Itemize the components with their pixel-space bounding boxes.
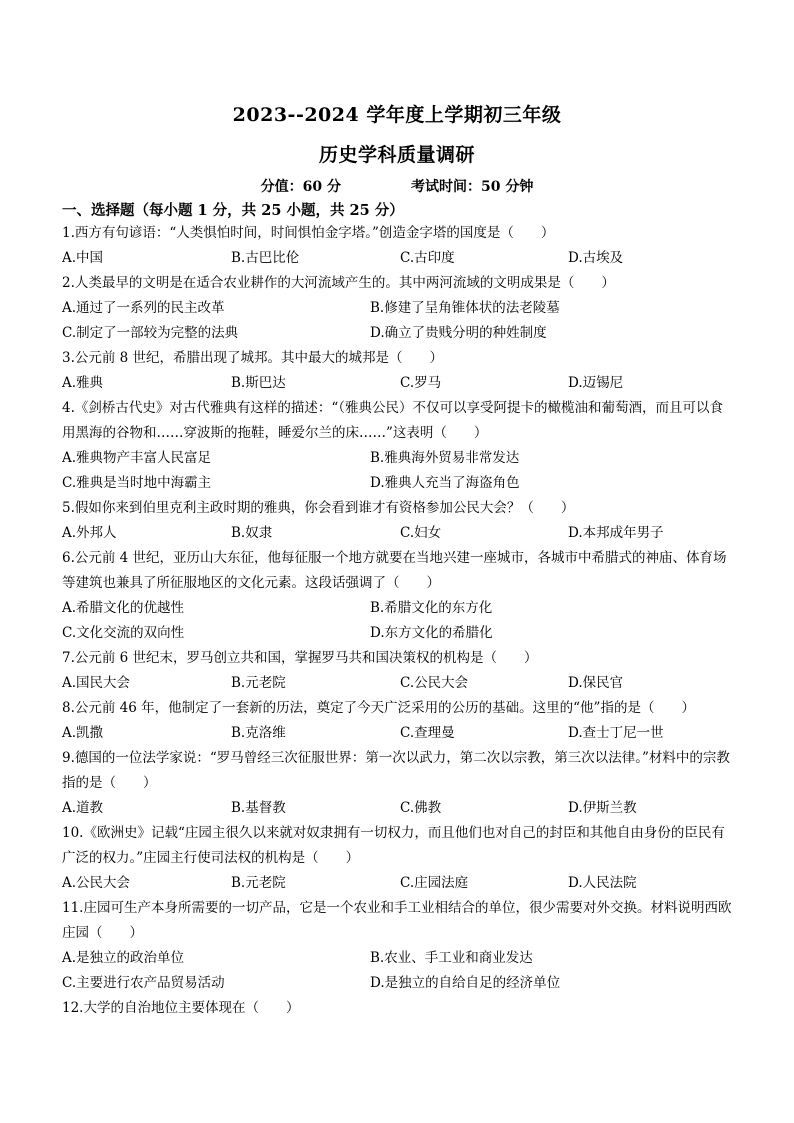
option: A.希腊文化的优越性: [62, 600, 185, 616]
option: D.迈锡尼: [568, 375, 624, 391]
option: C.古印度: [400, 250, 455, 266]
option: C.公民大会: [400, 675, 469, 691]
option: B.雅典海外贸易非常发达: [370, 450, 520, 466]
option: A.是独立的政治单位: [62, 950, 185, 966]
option: C.庄园法庭: [400, 875, 469, 891]
option: C.妇女: [400, 525, 442, 541]
option: C.文化交流的双向性: [62, 625, 185, 641]
option: B.古巴比伦: [231, 250, 300, 266]
exam-title: 2023--2024 学年度上学期初三年级: [232, 104, 562, 126]
question-1: 1.西方有句谚语：“人类惧怕时间，时间惧怕金字塔。”创造金字塔的国度是（ ）: [62, 225, 555, 241]
option: D.东方文化的希腊化: [370, 625, 493, 641]
option: A.公民大会: [62, 875, 131, 891]
option: D.保民官: [568, 675, 624, 691]
question-8: 8.公元前 46 年，他制定了一套新的历法，奠定了今天广泛采用的公历的基础。这里的“他”指的是（ ）: [62, 700, 695, 716]
option: D.雅典人充当了海盗角色: [370, 475, 520, 491]
question-4: 4.《剑桥古代史》对古代雅典有这样的描述：“（雅典公民）不仅可以享受阿提卡的橄榄油和葡萄酒，而且可以食用黑海的谷物和……穿波斯的拖鞋，睡爱尔兰的床……”这表明（ ）: [62, 400, 724, 441]
option: D.古埃及: [568, 250, 624, 266]
options-5: [62, 521, 734, 546]
question-10: 10.《欧洲史》记载“庄园主很久以来就对奴隶拥有一切权力，而且他们也对自己的封臣和其他自由身份的臣民有广泛的权力。”庄园主行使司法权的机构是（ ）: [62, 825, 725, 866]
option: B.奴隶: [231, 525, 273, 541]
options-2a: [62, 296, 734, 321]
option: A.道教: [62, 800, 104, 816]
option: A.雅典物产丰富人民富足: [62, 450, 212, 466]
options-9: [62, 796, 734, 821]
exam-meta: [0, 176, 794, 196]
options-11b: [62, 971, 734, 996]
question-2: 2.人类最早的文明是在适合农业耕作的大河流域产生的。其中两河流域的文明成果是（ ）: [62, 275, 615, 291]
option: A.国民大会: [62, 675, 131, 691]
option: D.伊斯兰教: [568, 800, 637, 816]
options-6a: [62, 596, 734, 621]
option: D.是独立的自给自足的经济单位: [370, 975, 561, 991]
options-3: [62, 371, 734, 396]
option: B.希腊文化的东方化: [370, 600, 493, 616]
options-2b: [62, 321, 734, 346]
options-8: [62, 721, 734, 746]
question-12: 12.大学的自治地位主要体现在（ ）: [62, 1000, 300, 1016]
option: C.罗马: [400, 375, 442, 391]
option: D.查士丁尼一世: [568, 725, 664, 741]
option: D.确立了贵贱分明的种姓制度: [370, 325, 547, 341]
option: C.佛教: [400, 800, 442, 816]
option: A.中国: [62, 250, 104, 266]
question-5: 5.假如你来到伯里克利主政时期的雅典，你会看到谁才有资格参加公民大会？（ ）: [62, 500, 575, 516]
option: C.制定了一部较为完整的法典: [62, 325, 239, 341]
option: A.外邦人: [62, 525, 117, 541]
option: B.元老院: [231, 675, 286, 691]
options-4b: [62, 471, 734, 496]
options-1: [62, 246, 734, 271]
question-9: 9.德国的一位法学家说：“罗马曾经三次征服世界：第一次以武力，第二次以宗教，第三次以法律。”材料中的宗教指的是（ ）: [62, 750, 730, 791]
options-10: [62, 871, 734, 896]
option: A.通过了一系列的民主改革: [62, 300, 225, 316]
options-7: [62, 671, 734, 696]
option: D.本邦成年男子: [568, 525, 664, 541]
question-6: 6.公元前 4 世纪，亚历山大东征，他每征服一个地方就要在当地兴建一座城市，各城市中希腊式的神庙、体育场等建筑也兼具了所征服地区的文化元素。这段话强调了（ ）: [62, 550, 727, 591]
option: B.农业、手工业和商业发达: [370, 950, 533, 966]
options-6b: [62, 621, 734, 646]
time-label: 考试时间：50 分钟: [411, 179, 534, 195]
option: A.凯撒: [62, 725, 104, 741]
option: D.人民法院: [568, 875, 637, 891]
option: A.雅典: [62, 375, 104, 391]
section-title: 一、选择题（每小题 1 分，共 25 小题，共 25 分）: [62, 202, 404, 219]
question-7: 7.公元前 6 世纪末，罗马创立共和国，掌握罗马共和国决策权的机构是（ ）: [62, 650, 538, 666]
question-3: 3.公元前 8 世纪，希腊出现了城邦。其中最大的城邦是（ ）: [62, 350, 444, 366]
option: B.斯巴达: [231, 375, 286, 391]
options-11a: [62, 946, 734, 971]
option: B.克洛维: [231, 725, 286, 741]
score-label: 分值：60 分: [260, 179, 341, 195]
option: B.基督教: [231, 800, 286, 816]
exam-subtitle: 历史学科质量调研: [318, 144, 475, 166]
option: C.查理曼: [400, 725, 455, 741]
options-4a: [62, 446, 734, 471]
option: C.主要进行农产品贸易活动: [62, 975, 225, 991]
option: C.雅典是当时地中海霸主: [62, 475, 212, 491]
option: B.修建了呈角锥体状的法老陵墓: [370, 300, 560, 316]
option: B.元老院: [231, 875, 286, 891]
question-11: 11.庄园可生产本身所需要的一切产品，它是一个农业和手工业相结合的单位，很少需要对外交换。材料说明西欧庄园（ ）: [62, 900, 732, 941]
